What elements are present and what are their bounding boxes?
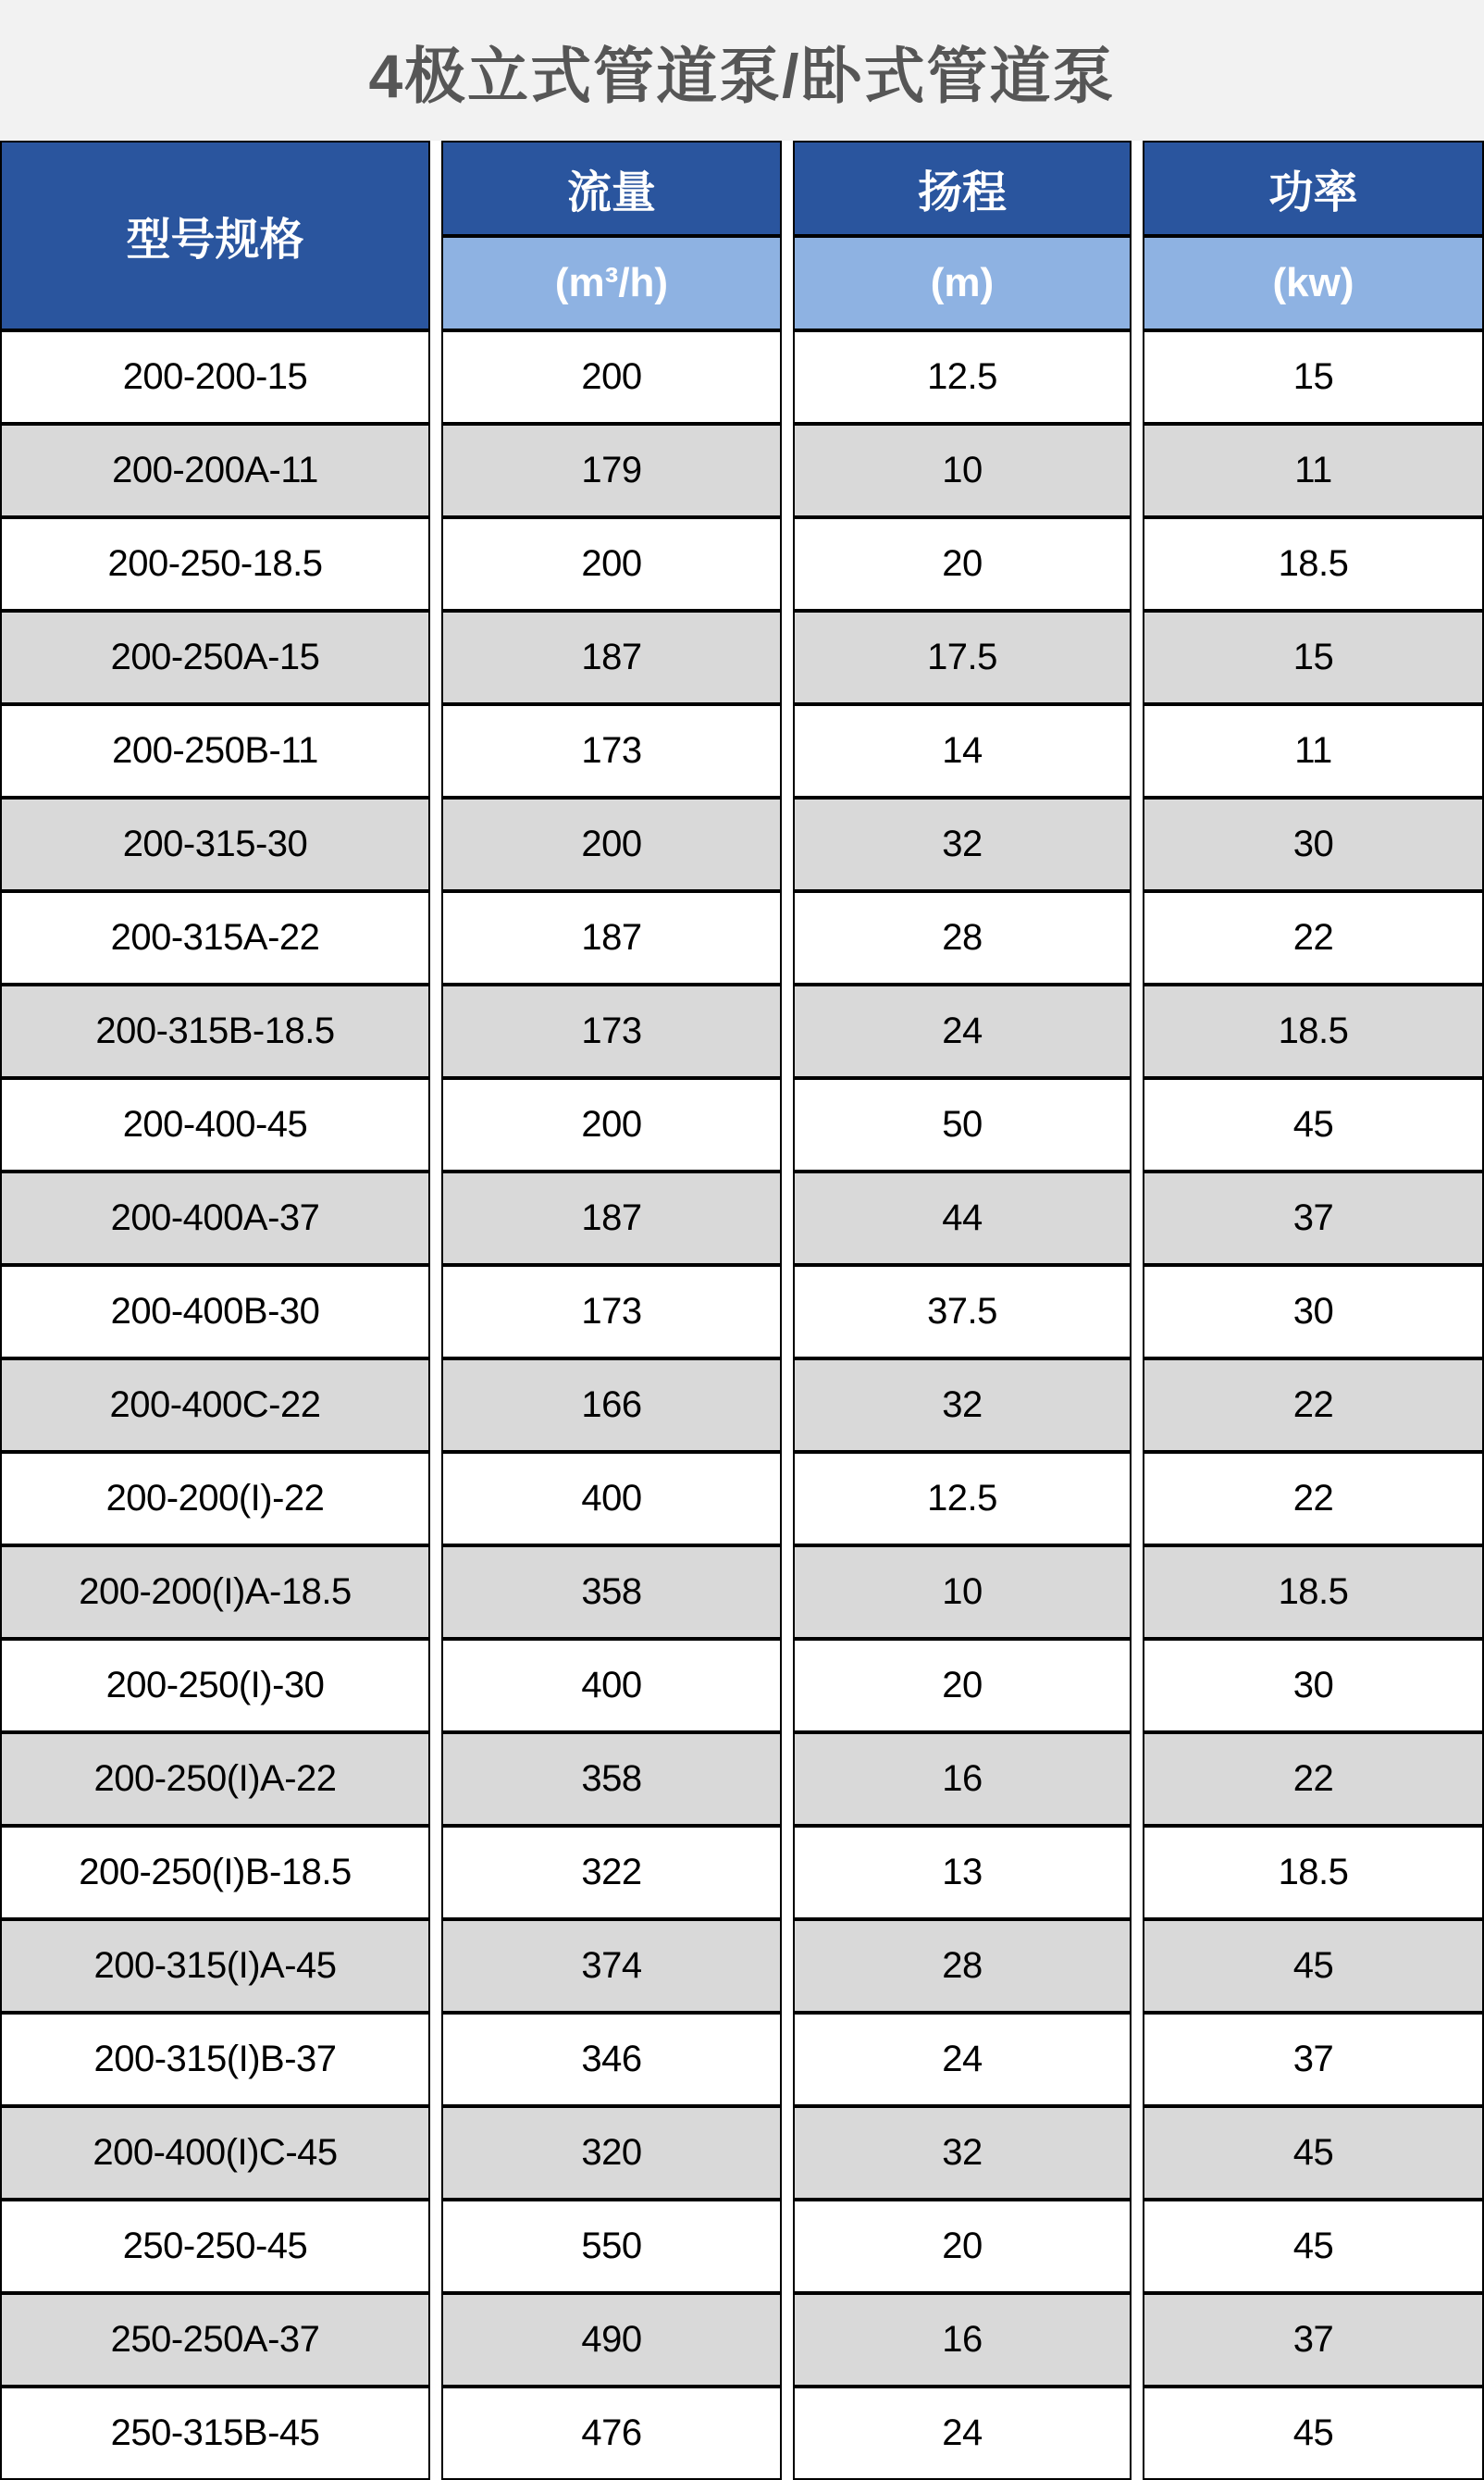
table-row (0, 330, 1484, 424)
table-row (0, 704, 1484, 798)
table-row (0, 611, 1484, 704)
flow-value: 200 (441, 1078, 782, 1172)
flow-value: 322 (441, 1826, 782, 1919)
model-cell: 200-400A-37 (0, 1172, 430, 1265)
head-value: 17.5 (793, 611, 1132, 704)
flow-value: 173 (441, 704, 782, 798)
table-row (0, 1545, 1484, 1639)
model-cell: 200-315A-22 (0, 891, 430, 985)
head-value: 28 (793, 1919, 1132, 2013)
head-value: 37.5 (793, 1265, 1132, 1358)
table-row (0, 2106, 1484, 2200)
model-cell: 250-250A-37 (0, 2293, 430, 2387)
model-cell: 200-200(I)A-18.5 (0, 1545, 430, 1639)
model-cell: 250-250-45 (0, 2200, 430, 2293)
column-header-power: 功率 (1143, 141, 1484, 236)
head-value: 10 (793, 424, 1132, 517)
flow-value: 200 (441, 798, 782, 891)
flow-value: 320 (441, 2106, 782, 2200)
flow-value: 187 (441, 1172, 782, 1265)
model-cell: 200-315(I)A-45 (0, 1919, 430, 2013)
flow-value: 400 (441, 1639, 782, 1732)
flow-value: 346 (441, 2013, 782, 2106)
model-cell: 200-200A-11 (0, 424, 430, 517)
power-value: 18.5 (1143, 517, 1484, 611)
flow-value: 187 (441, 891, 782, 985)
page-title-text: 4极立式管道泵/卧式管道泵 (368, 41, 1116, 110)
power-value: 22 (1143, 891, 1484, 985)
unit-power: (kw) (1143, 236, 1484, 330)
model-cell: 200-400B-30 (0, 1265, 430, 1358)
flow-value: 166 (441, 1358, 782, 1452)
power-value: 45 (1143, 2106, 1484, 2200)
table-row (0, 2387, 1484, 2480)
model-cell: 200-315-30 (0, 798, 430, 891)
flow-value: 490 (441, 2293, 782, 2387)
table-row (0, 1826, 1484, 1919)
flow-value: 358 (441, 1732, 782, 1826)
model-cell: 200-315B-18.5 (0, 985, 430, 1078)
power-value: 30 (1143, 798, 1484, 891)
unit-head: (m) (793, 236, 1132, 330)
flow-value: 173 (441, 985, 782, 1078)
table-row (0, 517, 1484, 611)
table-row (0, 798, 1484, 891)
power-value: 37 (1143, 1172, 1484, 1265)
table-row (0, 1265, 1484, 1358)
head-value: 16 (793, 2293, 1132, 2387)
flow-value: 476 (441, 2387, 782, 2480)
model-cell: 200-250B-11 (0, 704, 430, 798)
head-value: 14 (793, 704, 1132, 798)
head-value: 20 (793, 517, 1132, 611)
head-value: 13 (793, 1826, 1132, 1919)
model-cell: 200-200-15 (0, 330, 430, 424)
power-value: 22 (1143, 1452, 1484, 1545)
table-row (0, 1732, 1484, 1826)
model-cell: 250-315B-45 (0, 2387, 430, 2480)
flow-value: 173 (441, 1265, 782, 1358)
model-cell: 200-250A-15 (0, 611, 430, 704)
header-row (0, 141, 1484, 236)
model-cell: 200-250(I)B-18.5 (0, 1826, 430, 1919)
head-value: 16 (793, 1732, 1132, 1826)
power-value: 22 (1143, 1358, 1484, 1452)
model-cell: 200-250(I)-30 (0, 1639, 430, 1732)
head-value: 28 (793, 891, 1132, 985)
power-value: 37 (1143, 2013, 1484, 2106)
model-cell: 200-200(I)-22 (0, 1452, 430, 1545)
head-value: 32 (793, 1358, 1132, 1452)
flow-value: 179 (441, 424, 782, 517)
table-row (0, 2293, 1484, 2387)
power-value: 18.5 (1143, 1826, 1484, 1919)
model-cell: 200-400C-22 (0, 1358, 430, 1452)
flow-value: 550 (441, 2200, 782, 2293)
table-row (0, 424, 1484, 517)
flow-value: 358 (441, 1545, 782, 1639)
power-value: 11 (1143, 704, 1484, 798)
flow-value: 374 (441, 1919, 782, 2013)
head-value: 12.5 (793, 330, 1132, 424)
unit-flow: (m³/h) (441, 236, 782, 330)
head-value: 32 (793, 2106, 1132, 2200)
power-value: 45 (1143, 2387, 1484, 2480)
power-value: 15 (1143, 611, 1484, 704)
head-value: 50 (793, 1078, 1132, 1172)
table-row (0, 2013, 1484, 2106)
head-value: 44 (793, 1172, 1132, 1265)
table-body (0, 330, 1484, 2480)
model-cell: 200-250(I)A-22 (0, 1732, 430, 1826)
table-row (0, 1919, 1484, 2013)
pump-spec-table (0, 141, 1484, 2480)
page-title (0, 0, 1484, 141)
model-cell: 200-315(I)B-37 (0, 2013, 430, 2106)
model-cell: 200-400-45 (0, 1078, 430, 1172)
head-value: 12.5 (793, 1452, 1132, 1545)
head-value: 10 (793, 1545, 1132, 1639)
head-value: 24 (793, 2013, 1132, 2106)
column-header-model: 型号规格 (0, 141, 430, 330)
table-row (0, 1639, 1484, 1732)
power-value: 30 (1143, 1265, 1484, 1358)
flow-value: 187 (441, 611, 782, 704)
head-value: 24 (793, 985, 1132, 1078)
model-cell: 200-400(I)C-45 (0, 2106, 430, 2200)
power-value: 11 (1143, 424, 1484, 517)
table-row (0, 1452, 1484, 1545)
table-row (0, 985, 1484, 1078)
power-value: 45 (1143, 1919, 1484, 2013)
power-value: 15 (1143, 330, 1484, 424)
table-row (0, 891, 1484, 985)
flow-value: 400 (441, 1452, 782, 1545)
power-value: 22 (1143, 1732, 1484, 1826)
table-row (0, 1172, 1484, 1265)
table-row (0, 2200, 1484, 2293)
head-value: 20 (793, 1639, 1132, 1732)
power-value: 45 (1143, 2200, 1484, 2293)
flow-value: 200 (441, 517, 782, 611)
power-value: 18.5 (1143, 985, 1484, 1078)
column-header-flow: 流量 (441, 141, 782, 236)
flow-value: 200 (441, 330, 782, 424)
head-value: 20 (793, 2200, 1132, 2293)
head-value: 24 (793, 2387, 1132, 2480)
column-header-head: 扬程 (793, 141, 1132, 236)
table-header (0, 141, 1484, 330)
power-value: 30 (1143, 1639, 1484, 1732)
power-value: 45 (1143, 1078, 1484, 1172)
power-value: 18.5 (1143, 1545, 1484, 1639)
model-cell: 200-250-18.5 (0, 517, 430, 611)
table-row (0, 1358, 1484, 1452)
table-row (0, 1078, 1484, 1172)
power-value: 37 (1143, 2293, 1484, 2387)
head-value: 32 (793, 798, 1132, 891)
